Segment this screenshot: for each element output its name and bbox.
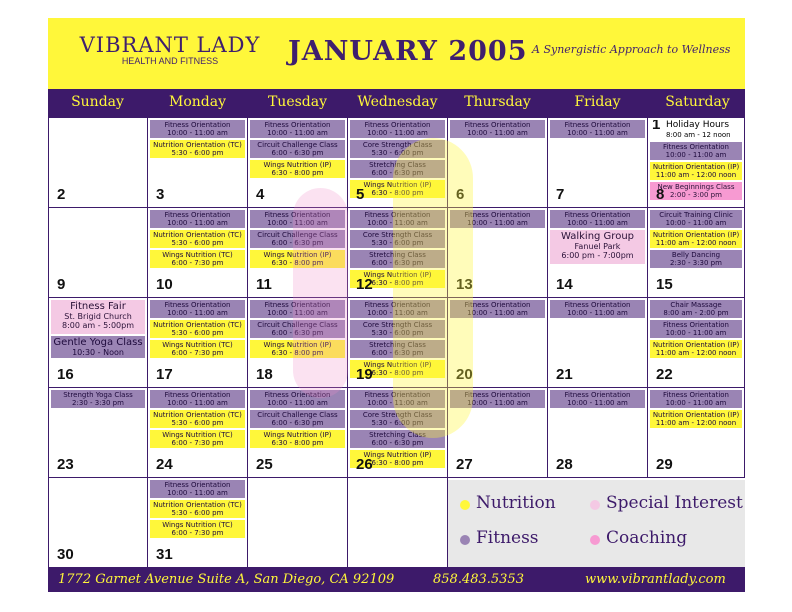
- day-cell[interactable]: [248, 478, 348, 568]
- event-title: Belly Dancing: [671, 251, 721, 259]
- event-time: 5:30 - 6:00 pm: [371, 329, 424, 337]
- special-interest-dot-icon: [590, 500, 600, 510]
- jan1-number: 1: [652, 120, 661, 133]
- event-time: 10:00 - 11:00 am: [167, 399, 228, 407]
- footer-bar: [48, 567, 745, 592]
- day-number: 24: [156, 456, 173, 473]
- legend-nutrition: Nutrition: [476, 493, 556, 513]
- day-cell[interactable]: [148, 388, 248, 478]
- event-time: 6:30 - 8:00 pm: [371, 459, 424, 467]
- legend: [448, 480, 745, 567]
- event-title: Nutrition Orientation (TC): [153, 501, 242, 509]
- day-number: 14: [556, 276, 573, 293]
- day-number: 4: [256, 186, 265, 203]
- event-fitness[interactable]: [250, 410, 345, 428]
- event-nutrition[interactable]: [150, 410, 245, 428]
- day-cell[interactable]: [48, 478, 148, 568]
- day-number: 23: [57, 456, 74, 473]
- day-cell[interactable]: [148, 208, 248, 298]
- event-time: 6:00 - 7:30 pm: [171, 259, 224, 267]
- event-title: Fitness Orientation: [564, 121, 631, 129]
- event-title: Wings Nutrition (IP): [263, 341, 332, 349]
- month-title: JANUARY 2005: [288, 36, 528, 67]
- event-title: Wings Nutrition (TC): [162, 341, 233, 349]
- event-title: Wings Nutrition (IP): [263, 251, 332, 259]
- event-nutrition[interactable]: [650, 162, 742, 180]
- day-cell[interactable]: [548, 208, 648, 298]
- day-cell[interactable]: [548, 298, 648, 388]
- event-time: 11:00 am - 12:00 noon: [655, 419, 737, 427]
- day-number: 7: [556, 186, 565, 203]
- day-cell[interactable]: [548, 388, 648, 478]
- event-fitness[interactable]: [550, 390, 645, 408]
- event-fitness[interactable]: [650, 320, 742, 338]
- event-time: 5:30 - 6:00 pm: [171, 239, 224, 247]
- event-time: 10:00 - 11:00 am: [467, 129, 528, 137]
- event-nutrition[interactable]: [250, 430, 345, 448]
- event-title: Circuit Challenge Class: [257, 321, 338, 329]
- event-time: 6:30 - 8:00 pm: [271, 439, 324, 447]
- day-cell[interactable]: [48, 118, 148, 208]
- event-title: Nutrition Orientation (TC): [153, 411, 242, 419]
- event-title: Fitness Orientation: [364, 211, 431, 219]
- event-nutrition[interactable]: [250, 160, 345, 178]
- event-fitness[interactable]: [150, 120, 245, 138]
- event-title: Wings Nutrition (IP): [363, 271, 432, 279]
- event-time: 6:00 - 6:30 pm: [271, 149, 324, 157]
- event-title: Nutrition Orientation (IP): [652, 341, 740, 349]
- event-title: Core Strength Class: [362, 141, 433, 149]
- event-time: 10:00 - 11:00 am: [367, 219, 428, 227]
- day-number: 31: [156, 546, 173, 563]
- brand-logo: [70, 34, 270, 67]
- day-cell[interactable]: [48, 388, 148, 478]
- event-fitness[interactable]: [150, 480, 245, 498]
- event-time: 10:00 - 11:00 am: [267, 129, 328, 137]
- day-number: 21: [556, 366, 573, 383]
- event-time: 6:00 - 6:30 pm: [371, 259, 424, 267]
- event-title: Fitness Orientation: [464, 121, 531, 129]
- event-title: Fitness Orientation: [663, 143, 729, 151]
- event-fitness[interactable]: [550, 210, 645, 228]
- event-time: 2:30 - 3:30 pm: [670, 259, 722, 267]
- event-time-2: 8:00 am - 5:00pm: [61, 321, 134, 330]
- event-title: Fitness Orientation: [464, 301, 531, 309]
- day-number: 22: [656, 366, 673, 383]
- day-cell[interactable]: [48, 298, 148, 388]
- calendar: [48, 18, 745, 592]
- day-number: 29: [656, 456, 673, 473]
- event-title: Stretching Class: [369, 431, 426, 439]
- dancer-silhouette-pink: [293, 188, 348, 398]
- event-fitness[interactable]: [550, 120, 645, 138]
- brand-name: VIBRANT LADY: [79, 33, 261, 57]
- event-time: 6:30 - 8:00 pm: [371, 279, 424, 287]
- event-title: Fitness Orientation: [264, 301, 331, 309]
- day-number: 27: [456, 456, 473, 473]
- event-title: Gentle Yoga Class: [53, 337, 143, 348]
- event-fitness[interactable]: [150, 390, 245, 408]
- event-title: Nutrition Orientation (TC): [153, 141, 242, 149]
- event-title: Fitness Orientation: [464, 211, 531, 219]
- event-time: 2:30 - 3:30 pm: [72, 399, 124, 407]
- weekday-sunday: Sunday: [71, 94, 124, 110]
- event-nutrition[interactable]: [150, 230, 245, 248]
- event-title: Nutrition Orientation (TC): [153, 231, 242, 239]
- event-title: Core Strength Class: [362, 411, 433, 419]
- event-title: Fitness Orientation: [564, 391, 631, 399]
- event-nutrition[interactable]: [650, 340, 742, 358]
- day-cell[interactable]: [48, 208, 148, 298]
- event-title: Stretching Class: [369, 161, 426, 169]
- event-fitness[interactable]: [51, 336, 145, 358]
- event-title: Wings Nutrition (IP): [363, 451, 432, 459]
- event-time: 5:30 - 6:00 pm: [171, 149, 224, 157]
- day-number: 13: [456, 276, 473, 293]
- day-number: 3: [156, 186, 165, 203]
- event-time: 6:00 - 6:30 pm: [271, 329, 324, 337]
- event-time: 10:00 - 11:00 am: [267, 309, 328, 317]
- event-title: Fitness Orientation: [164, 121, 231, 129]
- event-time-2: 6:00 pm - 7:00pm: [561, 251, 634, 260]
- event-fitness[interactable]: [650, 300, 742, 318]
- event-time: 6:00 - 6:30 pm: [371, 169, 424, 177]
- weekday-saturday: Saturday: [665, 94, 730, 110]
- day-number: 16: [57, 366, 74, 383]
- event-title: Fitness Orientation: [264, 391, 331, 399]
- event-title: Circuit Training Clinic: [659, 211, 733, 219]
- weekday-monday: Monday: [169, 94, 226, 110]
- event-title: Nutrition Orientation (IP): [652, 231, 740, 239]
- event-time: 10:00 - 11:00 am: [467, 219, 528, 227]
- event-title: Fitness Orientation: [564, 211, 631, 219]
- event-time: 11:00 am - 12:00 noon: [655, 349, 737, 357]
- day-number: 18: [256, 366, 273, 383]
- jan1-title: Holiday Hours: [666, 120, 730, 130]
- weekday-tuesday: Tuesday: [267, 94, 328, 110]
- legend-fitness: Fitness: [476, 528, 539, 548]
- event-fitness[interactable]: [350, 120, 445, 138]
- event-nutrition[interactable]: [150, 340, 245, 358]
- header-banner: [48, 18, 745, 89]
- event-title: Fitness Orientation: [663, 321, 729, 329]
- event-time: 6:30 - 8:00 pm: [271, 349, 324, 357]
- day-number: 26: [356, 456, 373, 473]
- event-title: Nutrition Orientation (IP): [652, 163, 740, 171]
- event-fitness[interactable]: [250, 120, 345, 138]
- day-cell[interactable]: [548, 118, 648, 208]
- event-title: Wings Nutrition (TC): [162, 251, 233, 259]
- event-title: Nutrition Orientation (IP): [652, 411, 740, 419]
- event-title: Strength Yoga Class: [63, 391, 133, 399]
- event-time: 10:00 - 11:00 am: [467, 309, 528, 317]
- event-time: 6:00 - 7:30 pm: [171, 349, 224, 357]
- event-title: Wings Nutrition (TC): [162, 521, 233, 529]
- event-title: Fitness Orientation: [264, 121, 331, 129]
- event-fitness[interactable]: [150, 210, 245, 228]
- event-time: 10:00 - 11:00 am: [567, 219, 628, 227]
- event-title: Fitness Orientation: [164, 301, 231, 309]
- event-time: 10:00 - 11:00 am: [467, 399, 528, 407]
- day-cell[interactable]: [248, 388, 348, 478]
- event-title: Fitness Orientation: [364, 391, 431, 399]
- day-cell[interactable]: [648, 208, 745, 298]
- event-title: Wings Nutrition (IP): [363, 181, 432, 189]
- event-time: 6:00 - 6:30 pm: [271, 239, 324, 247]
- event-time: 10:00 - 11:00 am: [567, 129, 628, 137]
- day-cell[interactable]: [648, 298, 745, 388]
- event-time: 10:00 - 11:00 am: [665, 329, 727, 337]
- event-title: Fitness Fair: [70, 301, 126, 312]
- event-time: 10:00 - 11:00 am: [267, 219, 328, 227]
- event-title: Fitness Orientation: [564, 301, 631, 309]
- event-special[interactable]: [51, 300, 145, 334]
- event-nutrition[interactable]: [150, 250, 245, 268]
- event-title: Circuit Challenge Class: [257, 231, 338, 239]
- event-time: 6:00 - 7:30 pm: [171, 529, 224, 537]
- event-fitness[interactable]: [150, 300, 245, 318]
- event-title: Fitness Orientation: [264, 211, 331, 219]
- day-number: 19: [356, 366, 373, 383]
- day-number: 15: [656, 276, 673, 293]
- event-title: Circuit Challenge Class: [257, 411, 338, 419]
- event-title: Stretching Class: [369, 251, 426, 259]
- event-title: Fitness Orientation: [364, 121, 431, 129]
- event-time: 10:00 - 11:00 am: [665, 219, 727, 227]
- event-time: 11:00 am - 12:00 noon: [655, 239, 737, 247]
- event-title: Fitness Orientation: [164, 481, 231, 489]
- day-cell[interactable]: [648, 388, 745, 478]
- event-time: 5:30 - 6:00 pm: [371, 239, 424, 247]
- event-fitness[interactable]: [650, 142, 742, 160]
- event-nutrition[interactable]: [650, 230, 742, 248]
- event-time: 10:00 - 11:00 am: [665, 151, 727, 159]
- weekday-thursday: Thursday: [464, 94, 531, 110]
- event-time: 5:30 - 6:00 pm: [171, 419, 224, 427]
- day-cell[interactable]: [148, 118, 248, 208]
- event-time: 6:30 - 8:00 pm: [271, 169, 324, 177]
- event-title: Fitness Orientation: [164, 391, 231, 399]
- event-fitness[interactable]: [650, 210, 742, 228]
- footer-address: 1772 Garnet Avenue Suite A, San Diego, CA 92109: [58, 572, 395, 587]
- event-title: Wings Nutrition (TC): [162, 431, 233, 439]
- event-time: 5:30 - 6:00 pm: [371, 419, 424, 427]
- event-time: 10:00 - 11:00 am: [167, 489, 228, 497]
- day-cell[interactable]: [348, 478, 448, 568]
- event-time: 10:00 - 11:00 am: [567, 399, 628, 407]
- event-time: 10:00 - 11:00 am: [367, 309, 428, 317]
- day-number: 10: [156, 276, 173, 293]
- day-number: 2: [57, 186, 66, 203]
- fitness-dot-icon: [460, 535, 470, 545]
- day-number: 6: [456, 186, 465, 203]
- event-nutrition[interactable]: [650, 410, 742, 428]
- day-number: 8: [656, 186, 665, 203]
- event-time: 11:00 am - 12:00 noon: [655, 171, 737, 179]
- weekday-friday: Friday: [574, 94, 621, 110]
- event-fitness[interactable]: [550, 300, 645, 318]
- day-number: 9: [57, 276, 66, 293]
- event-special[interactable]: [550, 230, 645, 264]
- footer-website[interactable]: www.vibrantlady.com: [585, 572, 726, 587]
- event-time: St. Brigid Church: [64, 312, 132, 321]
- event-time: 10:00 - 11:00 am: [167, 309, 228, 317]
- event-nutrition[interactable]: [150, 320, 245, 338]
- event-nutrition[interactable]: [150, 140, 245, 158]
- day-number: 28: [556, 456, 573, 473]
- event-title: Core Strength Class: [362, 231, 433, 239]
- event-nutrition[interactable]: [150, 430, 245, 448]
- event-nutrition[interactable]: [150, 520, 245, 538]
- event-title: Walking Group: [560, 231, 635, 242]
- event-time: 5:30 - 6:00 pm: [371, 149, 424, 157]
- event-fitness[interactable]: [650, 390, 742, 408]
- day-number: 17: [156, 366, 173, 383]
- event-title: Wings Nutrition (IP): [263, 431, 332, 439]
- event-time: 5:30 - 6:00 pm: [171, 509, 224, 517]
- event-time: 6:00 - 6:30 pm: [271, 419, 324, 427]
- event-time: 8:00 am - 2:00 pm: [663, 309, 729, 317]
- event-title: Core Strength Class: [362, 321, 433, 329]
- event-time: 10:00 - 11:00 am: [167, 129, 228, 137]
- day-cell[interactable]: [148, 478, 248, 568]
- event-time: 2:00 - 3:00 pm: [670, 191, 722, 199]
- event-time: 10:00 - 11:00 am: [267, 399, 328, 407]
- dancer-silhouette-yellow: [393, 138, 473, 438]
- event-time: 6:30 - 8:00 pm: [271, 259, 324, 267]
- event-title: Fitness Orientation: [464, 391, 531, 399]
- day-number: 30: [57, 546, 74, 563]
- event-fitness[interactable]: [650, 250, 742, 268]
- event-title: Chair Massage: [670, 301, 722, 309]
- legend-coaching: Coaching: [606, 528, 688, 548]
- event-title: Wings Nutrition (IP): [363, 361, 432, 369]
- event-time: 10:30 - Noon: [72, 348, 124, 357]
- event-title: Circuit Challenge Class: [257, 141, 338, 149]
- event-time: 6:30 - 8:00 pm: [371, 189, 424, 197]
- legend-special-interest: Special Interest: [606, 493, 743, 513]
- jan1-time: 8:00 am - 12 noon: [666, 131, 731, 139]
- coaching-dot-icon: [590, 535, 600, 545]
- footer-phone: 858.483.5353: [433, 572, 524, 587]
- event-fitness[interactable]: [250, 140, 345, 158]
- nutrition-dot-icon: [460, 500, 470, 510]
- event-time: 10:00 - 11:00 am: [567, 309, 628, 317]
- day-cell[interactable]: [148, 298, 248, 388]
- event-time: 10:00 - 11:00 am: [665, 399, 727, 407]
- event-title: Wings Nutrition (IP): [263, 161, 332, 169]
- event-title: Stretching Class: [369, 341, 426, 349]
- event-fitness[interactable]: [450, 120, 545, 138]
- day-number: 25: [256, 456, 273, 473]
- event-time: 6:00 - 7:30 pm: [171, 439, 224, 447]
- event-time: 10:00 - 11:00 am: [367, 399, 428, 407]
- event-title: New Beginnings Class: [657, 183, 735, 191]
- brand-subtitle: HEALTH AND FITNESS: [121, 56, 219, 66]
- event-title: Nutrition Orientation (TC): [153, 321, 242, 329]
- day-number: 20: [456, 366, 473, 383]
- event-time: 6:00 - 6:30 pm: [371, 439, 424, 447]
- jan1-holiday-hours[interactable]: [650, 120, 742, 140]
- event-title: Fitness Orientation: [164, 211, 231, 219]
- event-fitness[interactable]: [51, 390, 145, 408]
- event-time: 5:30 - 6:00 pm: [171, 329, 224, 337]
- weekday-header-row: [48, 89, 745, 118]
- event-title: Fitness Orientation: [663, 391, 729, 399]
- event-nutrition[interactable]: [150, 500, 245, 518]
- day-number: 11: [256, 276, 272, 293]
- tagline: A Synergistic Approach to Wellness: [532, 43, 731, 56]
- event-time: 6:30 - 8:00 pm: [371, 369, 424, 377]
- day-number: 12: [356, 276, 373, 293]
- weekday-wednesday: Wednesday: [357, 94, 438, 110]
- event-title: Fitness Orientation: [364, 301, 431, 309]
- event-time: Fanuel Park: [574, 242, 621, 251]
- event-time: 10:00 - 11:00 am: [167, 219, 228, 227]
- event-time: 6:00 - 6:30 pm: [371, 349, 424, 357]
- event-time: 10:00 - 11:00 am: [367, 129, 428, 137]
- day-number: 5: [356, 186, 365, 203]
